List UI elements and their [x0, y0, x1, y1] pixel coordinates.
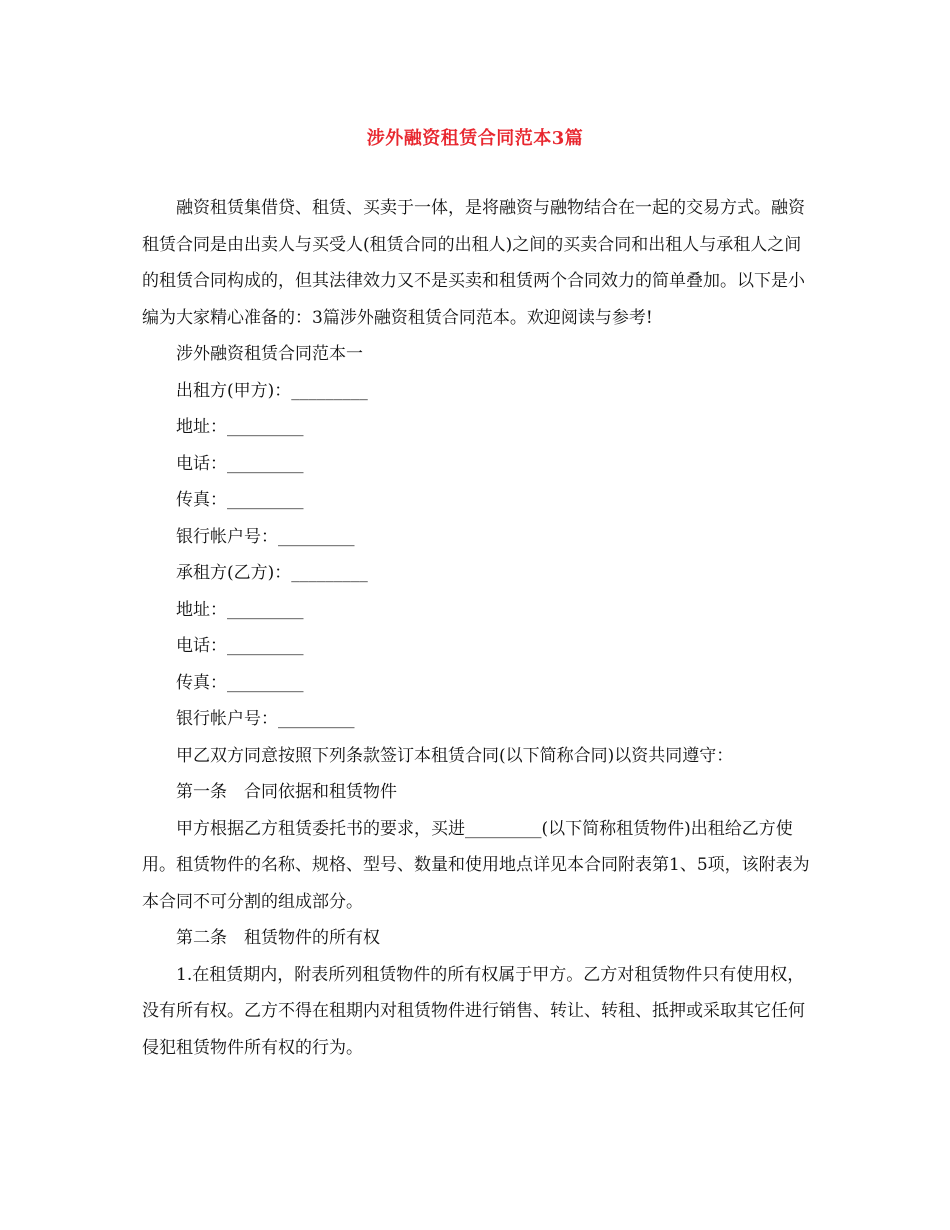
lessee-address-field: 地址：_________ [176, 599, 304, 620]
intro-paragraph: 融资租赁集借贷、租赁、买卖于一体，是将融资与融物结合在一起的交易方式。融资租赁合同是由出卖人与买受人(租赁合同的出租人)之间的买卖合同和出租人与承租人之间的租赁合同构成的，但其法律效力又不是买卖和租赁两个合同效力的简单叠加。以下是小编为大家精心准备的：3篇涉外融资租赁合同范本。欢迎阅读与参考! [142, 198, 805, 328]
lessor-name-field: 出租方(甲方)：_________ [176, 380, 368, 401]
lessor-phone-field: 电话：_________ [176, 453, 304, 474]
article2-paragraph: 1.在租赁期内，附表所列租赁物件的所有权属于甲方。乙方对租赁物件只有使用权，没有所有权。乙方不得在租期内对租赁物件进行销售、转让、转租、抵押或采取其它任何侵犯租赁物件所有权的行为。 [142, 964, 805, 1058]
lessor-bank-account-field: 银行帐户号：_________ [176, 526, 355, 547]
article2-heading: 第二条 租赁物件的所有权 [176, 928, 380, 948]
document-title: 涉外融资租赁合同范本3篇 [366, 128, 584, 149]
section-heading: 涉外融资租赁合同范本一 [176, 344, 363, 364]
article1-heading: 第一条 合同依据和租赁物件 [176, 782, 397, 802]
lessee-name-field: 承租方(乙方)：_________ [176, 563, 368, 583]
lessor-fax-field: 传真：_________ [176, 490, 304, 510]
article1-paragraph: 甲方根据乙方租赁委托书的要求，买进_________(以下简称租赁物件)出租给乙方使用。租赁物件的名称、规格、型号、数量和使用地点详见本合同附表第1、5项，该附表为本合同不可分割的组成部分。 [142, 818, 810, 912]
document-body [142, 190, 812, 1066]
lessee-fax-field: 传真：_________ [176, 672, 304, 693]
lessor-address-field: 地址：_________ [176, 417, 304, 437]
lessee-bank-account-field: 银行帐户号：_________ [176, 709, 355, 729]
lessee-phone-field: 电话：_________ [176, 636, 304, 656]
agreement-statement: 甲乙双方同意按照下列条款签订本租赁合同(以下简称合同)以资共同遵守： [176, 745, 734, 766]
